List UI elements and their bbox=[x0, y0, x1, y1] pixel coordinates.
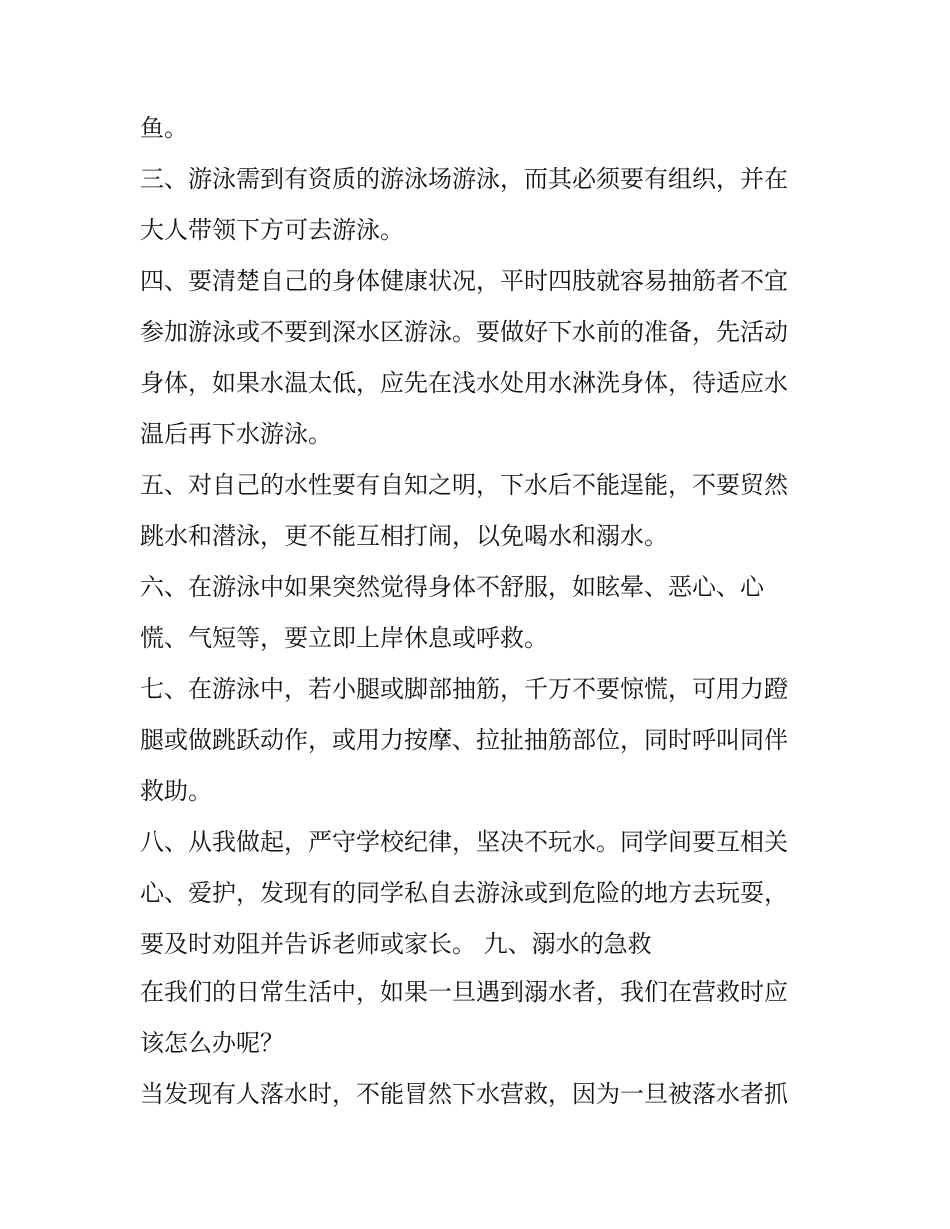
text-line: 八、从我做起，严守学校纪律，坚决不玩水。同学间要互相关 bbox=[140, 828, 788, 856]
text-line: 跳水和潜泳，更不能互相打闹，以免喝水和溺水。 bbox=[140, 522, 668, 550]
text-line: 六、在游泳中如果突然觉得身体不舒服，如眩晕、恶心、心 bbox=[140, 573, 764, 601]
text-line: 鱼。 bbox=[140, 114, 188, 142]
text-line: 四、要清楚自己的身体健康状况，平时四肢就容易抽筋者不宜 bbox=[140, 267, 788, 295]
text-line: 心、爱护，发现有的同学私自去游泳或到危险的地方去玩耍， bbox=[140, 879, 788, 907]
text-line: 在我们的日常生活中，如果一旦遇到溺水者，我们在营救时应 bbox=[140, 978, 788, 1006]
text-line: 当发现有人落水时，不能冒然下水营救，因为一旦被落水者抓 bbox=[140, 1080, 788, 1108]
text-line: 救助。 bbox=[140, 777, 212, 805]
text-line: 参加游泳或不要到深水区游泳。要做好下水前的准备，先活动 bbox=[140, 318, 788, 346]
text-line: 该怎么办呢？ bbox=[140, 1029, 284, 1057]
text-line: 腿或做跳跃动作，或用力按摩、拉扯抽筋部位，同时呼叫同伴 bbox=[140, 726, 788, 754]
text-line: 七、在游泳中，若小腿或脚部抽筋，千万不要惊慌，可用力蹬 bbox=[140, 675, 788, 703]
text-line: 慌、气短等，要立即上岸休息或呼救。 bbox=[140, 624, 548, 652]
text-line: 三、游泳需到有资质的游泳场游泳，而其必须要有组织，并在 bbox=[140, 165, 788, 193]
text-line: 五、对自己的水性要有自知之明，下水后不能逞能，不要贸然 bbox=[140, 471, 788, 499]
text-line: 要及时劝阻并告诉老师或家长。 九、溺水的急救 bbox=[140, 930, 652, 958]
text-line: 大人带领下方可去游泳。 bbox=[140, 216, 404, 244]
text-line: 身体，如果水温太低，应先在浅水处用水淋洗身体，待适应水 bbox=[140, 369, 788, 397]
text-line: 温后再下水游泳。 bbox=[140, 420, 332, 448]
